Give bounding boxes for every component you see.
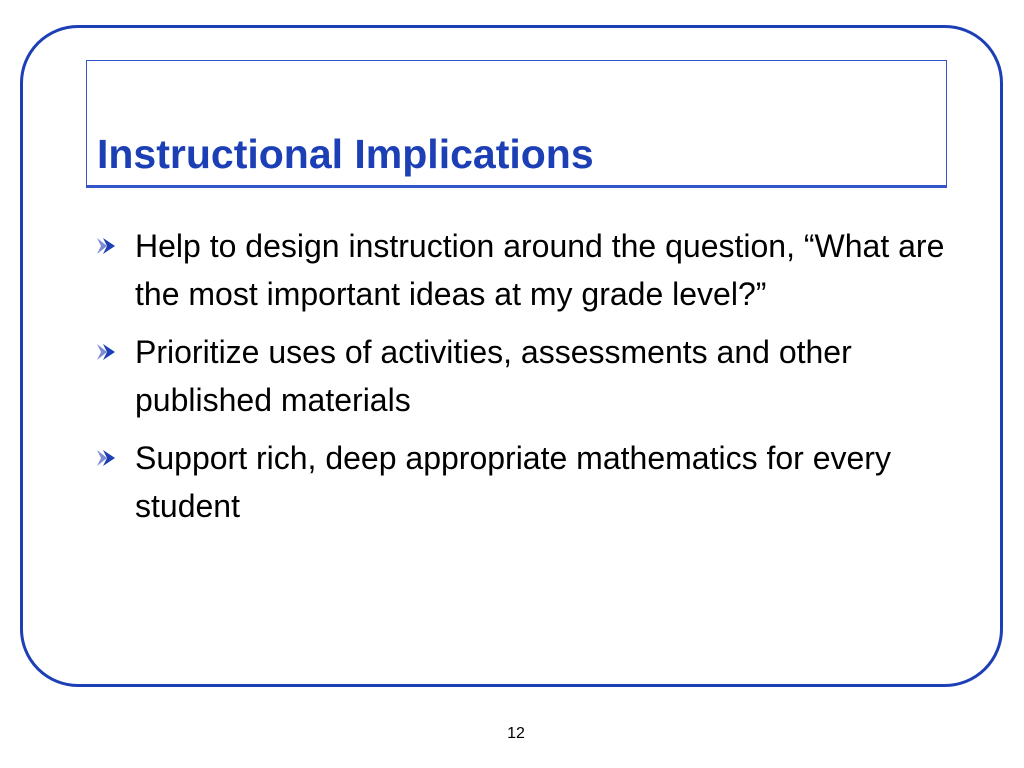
- bullet-list: [96, 222, 946, 540]
- bullet-text: Help to design instruction around the question, “What are the most important ideas at my grade level?”: [135, 228, 945, 312]
- bullet-item: [96, 434, 946, 530]
- page-number: 12: [507, 725, 525, 742]
- chevron-arrow-icon: [96, 237, 116, 255]
- bullet-text: Prioritize uses of activities, assessments and other published materials: [135, 334, 852, 418]
- bullet-text: Support rich, deep appropriate mathematics for every student: [135, 440, 891, 524]
- slide-title: Instructional Implications: [97, 131, 594, 177]
- chevron-arrow-icon: [96, 449, 116, 467]
- bullet-item: [96, 222, 946, 318]
- chevron-arrow-icon: [96, 343, 116, 361]
- bullet-item: [96, 328, 946, 424]
